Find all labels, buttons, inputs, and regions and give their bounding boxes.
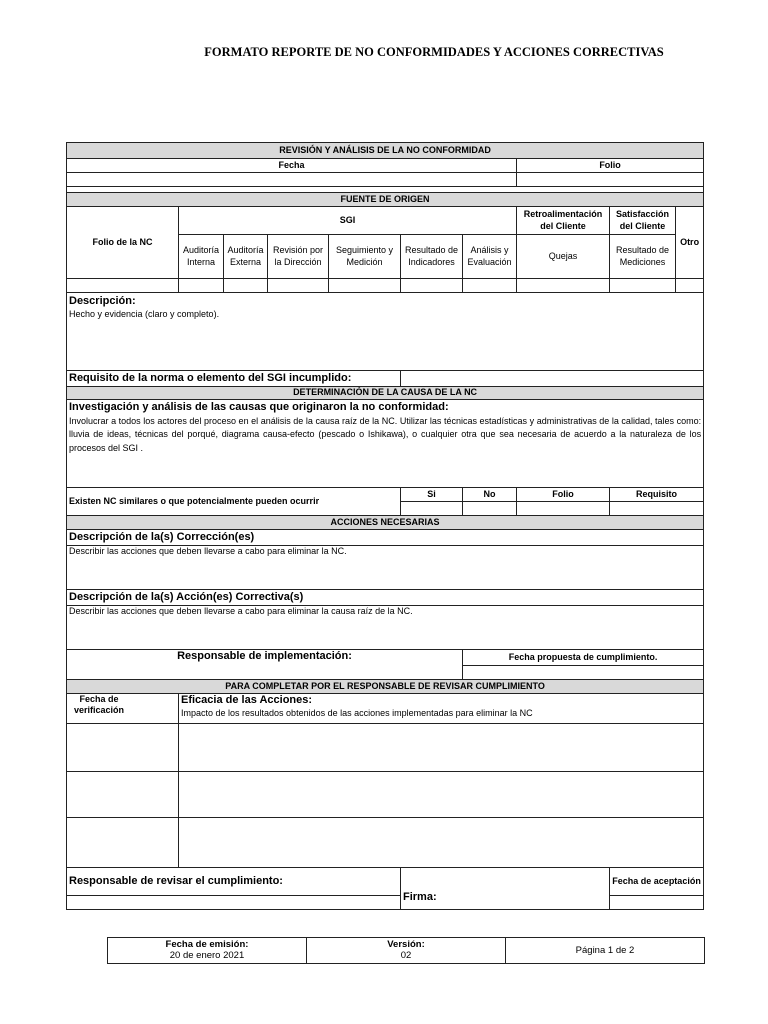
- document-title: FORMATO REPORTE DE NO CONFORMIDADES Y ACCIONES CORRECTIVAS: [204, 45, 664, 59]
- folio-field[interactable]: [517, 173, 704, 187]
- fecha-verificacion-field[interactable]: [67, 772, 179, 818]
- similar-folio-label: Folio: [517, 488, 610, 502]
- eficacia-field[interactable]: [179, 818, 704, 868]
- document-footer: [107, 937, 705, 964]
- col-analisis-evaluacion: Análisis y Evaluación: [463, 235, 517, 279]
- correctiva-hint: Describir las acciones que deben llevarse a cabo para eliminar la causa raíz de la NC.: [69, 606, 413, 616]
- fecha-aceptacion-label: Fecha de aceptación: [610, 868, 704, 896]
- si-label: Si: [401, 488, 463, 502]
- fecha-emision-value: 20 de enero 2021: [169, 950, 245, 962]
- fecha-field[interactable]: [67, 173, 517, 187]
- pagina-cell: Página 1 de 2: [506, 938, 705, 964]
- requisito-label: Requisito de la norma o elemento del SGI incumplido:: [67, 371, 401, 387]
- section-causa-header: DETERMINACIÓN DE LA CAUSA DE LA NC: [67, 387, 704, 400]
- folio-label: Folio: [517, 159, 704, 173]
- check-auditoria-externa[interactable]: [224, 279, 268, 293]
- similar-folio-field[interactable]: [517, 502, 610, 516]
- responsable-revisar-field[interactable]: [67, 896, 401, 910]
- check-auditoria-interna[interactable]: [179, 279, 224, 293]
- col-revision-direccion: Revisión por la Dirección: [268, 235, 329, 279]
- fecha-emision-cell: [108, 938, 307, 964]
- correccion-hint: Describir las acciones que deben llevarse a cabo para eliminar la NC.: [69, 546, 347, 556]
- check-otro[interactable]: [676, 279, 704, 293]
- satisf-cliente-label: Satisfacción del Cliente: [610, 207, 676, 235]
- retro-cliente-label: Retroalimentación del Cliente: [517, 207, 610, 235]
- similar-requisito-field[interactable]: [610, 502, 704, 516]
- nc-report-form: [66, 142, 704, 910]
- folio-nc-label: Folio de la NC: [67, 207, 179, 279]
- correctiva-box[interactable]: [67, 606, 704, 650]
- fecha-propuesta-label: Fecha propuesta de cumplimiento.: [463, 650, 704, 666]
- section-acciones-header: ACCIONES NECESARIAS: [67, 516, 704, 530]
- check-revision-direccion[interactable]: [268, 279, 329, 293]
- col-quejas: Quejas: [517, 235, 610, 279]
- col-seguimiento-medicion: Seguimiento y Medición: [329, 235, 401, 279]
- section-cumplimiento-header: PARA COMPLETAR POR EL RESPONSABLE DE REVISAR CUMPLIMIENTO: [67, 680, 704, 694]
- sgi-label: SGI: [179, 207, 517, 235]
- otro-label: Otro: [676, 207, 704, 279]
- fecha-emision-label: Fecha de emisión:: [165, 939, 249, 950]
- responsable-impl-label: Responsable de implementación:: [67, 650, 463, 680]
- col-resultado-mediciones: Resultado de Mediciones: [610, 235, 676, 279]
- fecha-aceptacion-field[interactable]: [610, 896, 704, 910]
- no-label: No: [463, 488, 517, 502]
- version-value: 02: [400, 950, 412, 962]
- causa-box[interactable]: [67, 400, 704, 488]
- causa-hint: Involucrar a todos los actores del proceso en el análisis de la causa raíz de la NC. Utilizar las técnicas estadísticas y administrativas de la calidad, tales como: lluvia de ideas, técnicas del porqué, diagrama causa-efecto (pescado o Ishikawa), o cualquier otra que sea necesaria de acuerdo a la naturaleza de los procesos del SGI .: [69, 415, 702, 453]
- similares-label: Existen NC similares o que potencialmente pueden ocurrir: [67, 488, 401, 516]
- check-resultado-indicadores[interactable]: [401, 279, 463, 293]
- fecha-verificacion-label: Fecha de verificación: [67, 694, 179, 724]
- fecha-verificacion-field[interactable]: [67, 818, 179, 868]
- folio-nc-field[interactable]: [67, 279, 179, 293]
- eficacia-field[interactable]: [179, 724, 704, 772]
- fecha-label: Fecha: [67, 159, 517, 173]
- check-seguimiento-medicion[interactable]: [329, 279, 401, 293]
- eficacia-field[interactable]: [179, 772, 704, 818]
- responsable-revisar-label: Responsable de revisar el cumplimiento:: [67, 868, 401, 896]
- similar-requisito-label: Requisito: [610, 488, 704, 502]
- col-resultado-indicadores: Resultado de Indicadores: [401, 235, 463, 279]
- causa-label: Investigación y análisis de las causas que originaron la no conformidad:: [69, 401, 449, 413]
- version-label: Versión:: [387, 939, 425, 950]
- requisito-field[interactable]: [401, 371, 704, 387]
- correctiva-label: Descripción de la(s) Acción(es) Correctiva(s): [67, 590, 704, 606]
- check-resultado-mediciones[interactable]: [610, 279, 676, 293]
- fecha-verificacion-field[interactable]: [67, 724, 179, 772]
- col-auditoria-externa: Auditoría Externa: [224, 235, 268, 279]
- section-revision-header: REVISIÓN Y ANÁLISIS DE LA NO CONFORMIDAD: [67, 143, 704, 159]
- no-field[interactable]: [463, 502, 517, 516]
- version-cell: [307, 938, 506, 964]
- eficacia-box: [179, 694, 704, 724]
- firma-label: Firma:: [401, 868, 610, 910]
- descripcion-hint: Hecho y evidencia (claro y completo).: [69, 308, 220, 319]
- si-field[interactable]: [401, 502, 463, 516]
- eficacia-label: Eficacia de las Acciones:: [181, 694, 313, 706]
- check-quejas[interactable]: [517, 279, 610, 293]
- check-analisis-evaluacion[interactable]: [463, 279, 517, 293]
- descripcion-box[interactable]: [67, 293, 704, 371]
- eficacia-hint: Impacto de los resultados obtenidos de las acciones implementadas para eliminar la NC: [181, 707, 533, 718]
- correccion-box[interactable]: [67, 546, 704, 590]
- descripcion-label: Descripción:: [69, 295, 136, 307]
- section-fuente-header: FUENTE DE ORIGEN: [67, 193, 704, 207]
- correccion-label: Descripción de la(s) Corrección(es): [67, 530, 704, 546]
- col-auditoria-interna: Auditoría Interna: [179, 235, 224, 279]
- fecha-propuesta-field[interactable]: [463, 666, 704, 680]
